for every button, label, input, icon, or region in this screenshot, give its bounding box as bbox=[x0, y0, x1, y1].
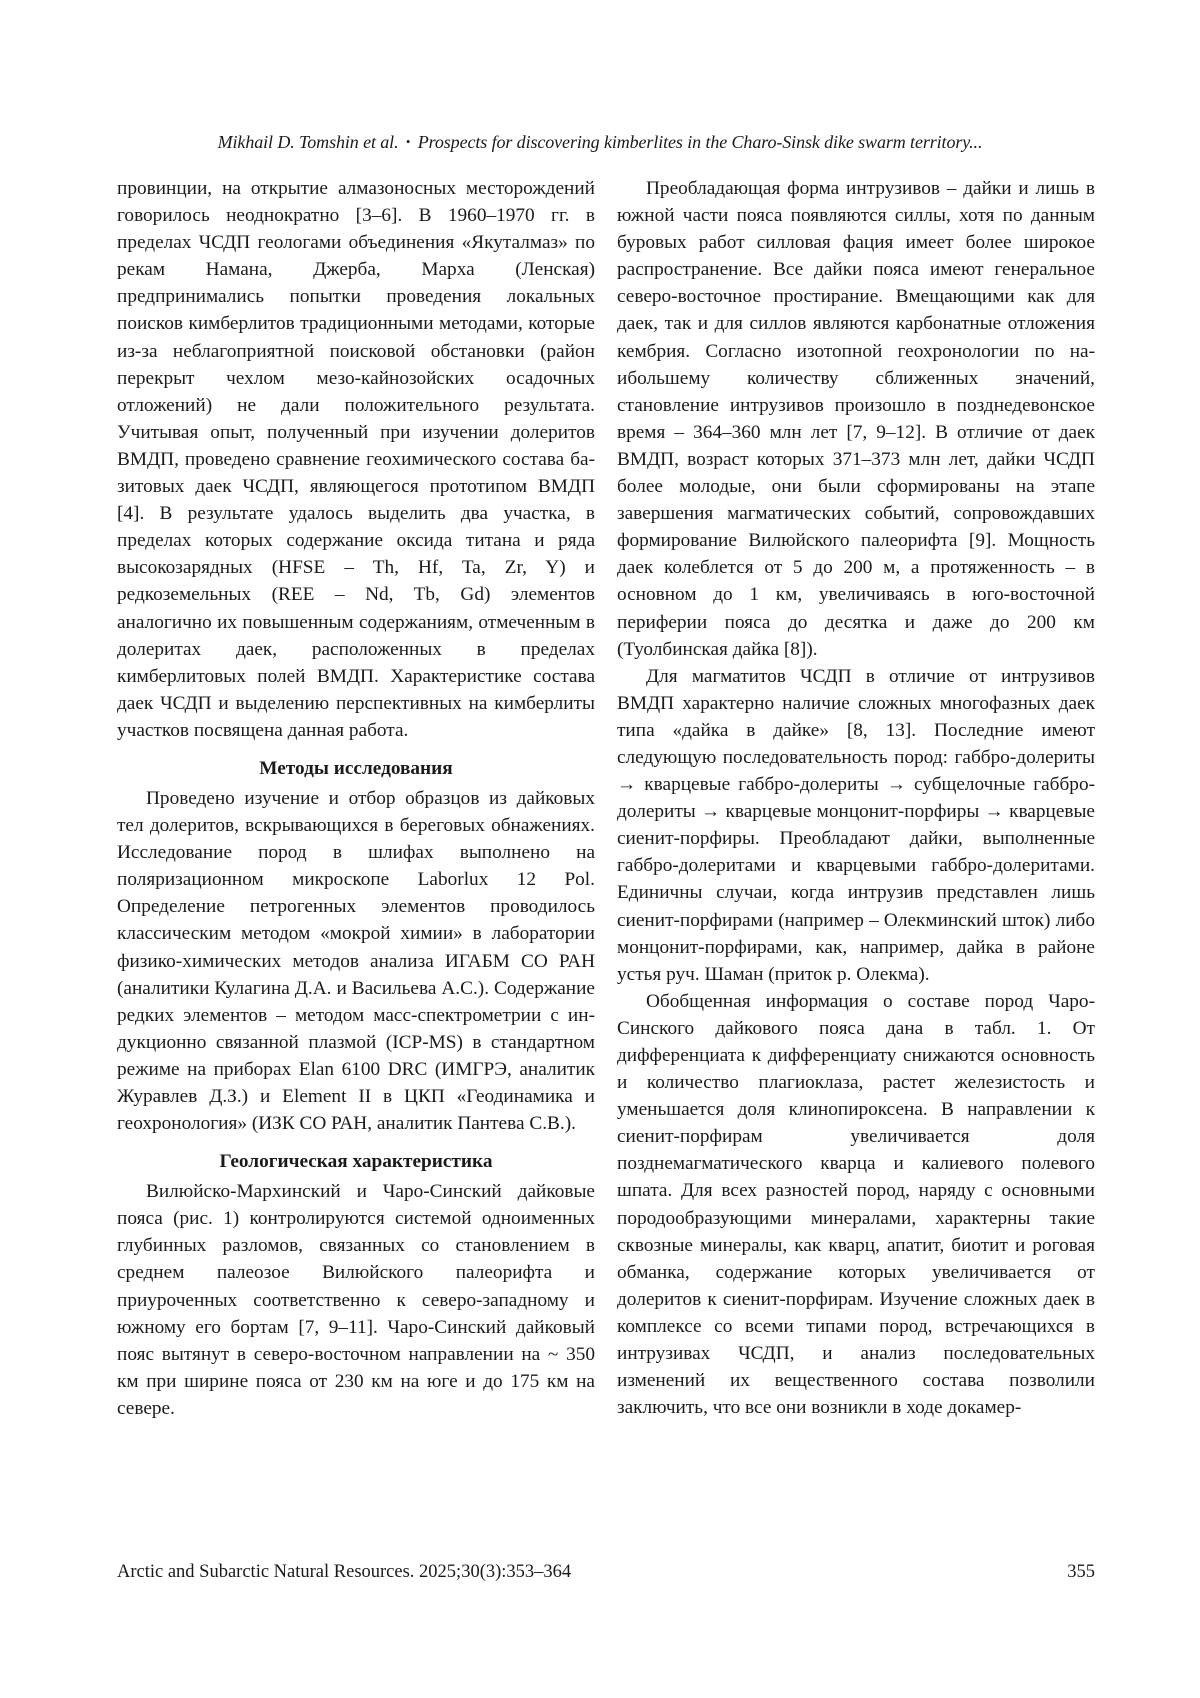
complex-dikes-paragraph: Для магматитов ЧСДП в отличие от интрузивов ВМДП характерно наличие сложных многофазных даек типа «дайка в дайке» [8, 13]. Последние имеют следующую последовательность пород: габбро-долериты → кварцевые габбро-долериты → субщелочные габбро-долериты → кварцевые монцонит-порфиры → кварцевые сиенит-порфиры. Преобладают дайки, выполненные габбро-долеритами и кварцевыми габбро-долеритами. Единичны случаи, когда интрузив представлен лишь сиенит-порфирами (например – Олекминский шток) либо монцонит-порфирами, как, например, дайка в районе устья руч. Шаман (приток р. Олекма). bbox=[617, 665, 1095, 985]
left-column bbox=[117, 175, 595, 1422]
geology-paragraph: Вилюйско-Мархинский и Чаро-Синский дайковые пояса (рис. 1) контролируются системой одноименных глубинных разломов, связанных со становлением в среднем палеозое Вилюйского палеорифта и приуроченных соответственно к северо-западному и южному его бортам [7, 9–11]. Чаро-Синский дайковый пояс вытянут в северо-восточном направлении на ~ 350 км при ширине пояса от 230 км на юге и до 175 км на севере. bbox=[117, 1181, 595, 1419]
header-separator: • bbox=[405, 134, 411, 149]
intro-paragraph: провинции, на открытие алмазоносных месторождений говорилось неоднократно [3–6]. В 1960–1970 гг. в пределах ЧСДП геологами объединения «Якуталмаз» по рекам Намана, Джерба, Марха (Ленская) предпринимались попытки проведения локальных поисков кимберлитов традиционными методами, которые из-за неблагоприятной поисковой обстановки (район перекрыт чехлом мезо-кайнозойских осадочных отложений) не дали положительного результата. Учитывая опыт, полученный при изучении долеритов ВМДП, проведено сравнение геохимического состава базитовых даек ЧСДП, являющегося прототипом ВМДП [4]. В результате удалось выделить два участка, в пределах которых содержание оксида титана и ряда высокозарядных (HFSE – Th, Hf, Ta, Zr, Y) и редкоземельных (REE – Nd, Tb, Gd) элементов аналогично их повышенным содержаниям, отмеченным в долеритах даек, расположенных в пределах кимберлитовых полей ВМДП. Характеристике состава даек ЧСДП и выделению перспективных на кимберлиты участков посвящена данная работа. bbox=[117, 178, 595, 741]
intrusion-form-paragraph: Преобладающая форма интрузивов – дайки и лишь в южной части пояса появляются силлы, хотя по данным буровых работ силловая фация имеет более широкое распространение. Все дайки пояса имеют генеральное северо-восточное простирание. Вмещающими как для даек, так и для силлов являются карбонатные отложения кембрия. Согласно изотопной геохронологии по наибольшему количеству сближенных значений, становление интрузивов произошло в позднедевонское время – 364–360 млн лет [7, 9–12]. В отличие от даек ВМДП, возраст которых 371–373 млн лет, дайки ЧСДП более молодые, они были сформированы на этапе завершения магматических событий, сопровождавших формирование Вилюйского палеорифта [9]. Мощность даек колеблется от 5 до 200 м, а протяженность – в основном до 1 км, увеличиваясь в юго-восточной периферии пояса до десятка и даже до 200 км (Туолбинская дайка [8]). bbox=[617, 178, 1095, 660]
header-article-title: Prospects for discovering kimberlites in the Charo-Sinsk dike swarm territory... bbox=[417, 132, 983, 152]
right-column bbox=[617, 175, 1095, 1421]
running-header bbox=[0, 132, 1200, 153]
page-number: 355 bbox=[1067, 1562, 1095, 1582]
composition-paragraph: Обобщенная информация о составе пород Чаро-Синского дайкового пояса дана в табл. 1. От дифференциата к дифференциату снижаются основность и количество плагиоклаза, растет железистость и уменьшается доля клинопироксена. В направлении к сиенит-порфирам увеличивается доля позднемагматического кварца и калиевого полевого шпата. Для всех разностей пород, наряду с основными породообразующими минералами, характерны такие сквозные минералы, как кварц, апатит, биотит и роговая обманка, содержание которых увеличивается от долеритов к сиенит-порфирам. Изучение сложных даек в комплексе со всеми типами пород, встречающихся в интрузивах ЧСДП, и анализ последовательных изменений их вещественного состава позволили заключить, что все они возникли в ходе докамер- bbox=[617, 990, 1095, 1419]
geology-heading: Геологическая характеристика bbox=[219, 1151, 493, 1173]
header-authors: Mikhail D. Tomshin et al. bbox=[217, 132, 399, 152]
methods-heading: Методы исследования bbox=[259, 757, 453, 779]
methods-paragraph: Проведено изучение и отбор образцов из дайковых тел долеритов, вскрывающихся в береговых обнажениях. Исследование пород в шлифах выполнено на поляризационном микроскопе Laborlux 12 Pol. Определение петрогенных элементов проводилось классическим методом «мокрой химии» в лаборатории физико-химических методов анализа ИГАБМ СО РАН (аналитики Кулагина Д.А. и Васильева А.С.). Содержание редких элементов – методом масс-спектрометрии с индукционно связанной плазмой (ICP-MS) в стандартном режиме на приборах Elan 6100 DRC (ИМГРЭ, аналитик Журавлев Д.З.) и Element II в ЦКП «Геодинамика и геохронология» (ИЗК СО РАН, аналитик Пантева С.В.). bbox=[117, 787, 595, 1135]
journal-citation: Arctic and Subarctic Natural Resources. 2025;30(3):353–364 bbox=[117, 1562, 572, 1582]
